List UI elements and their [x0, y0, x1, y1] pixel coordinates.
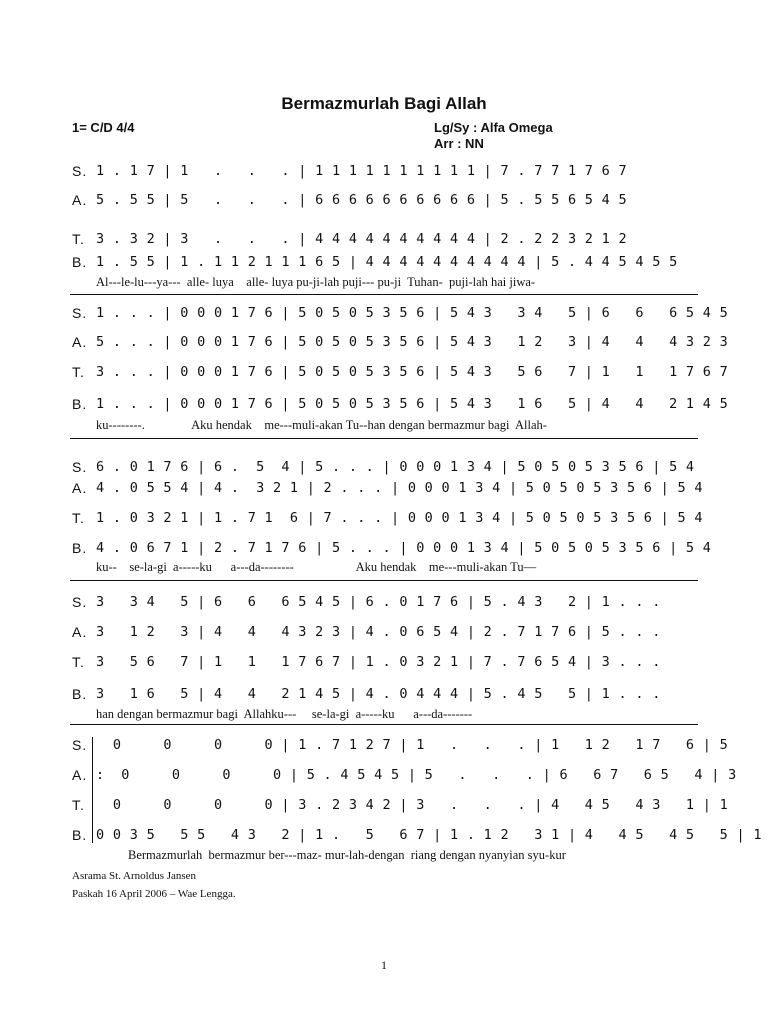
notes-bass: 0 0 3 5 5 5 4 3 2 | 1 . 5 6 7 | 1 . 1 2 3 1 | 4 4 5 4 5 5 | 1	[96, 827, 762, 843]
composer-credit: Lg/Sy : Alfa Omega	[434, 120, 553, 135]
notes-tenor: 3 . . . | 0 0 0 1 7 6 | 5 0 5 0 5 3 5 6 | 5 4 3 5 6 7 | 1 1 1 7 6 7	[96, 364, 729, 380]
notes-soprano: 0 0 0 0 | 1 . 7 1 2 7 | 1 . . . | 1 1 2 1 7 6 | 5	[96, 737, 729, 753]
voice-label-soprano: S.	[72, 459, 88, 475]
system-start-bracket	[92, 737, 93, 843]
page-number: 1	[381, 958, 387, 972]
notes-alto: 4 . 0 5 5 4 | 4 . 3 2 1 | 2 . . . | 0 0 0 1 3 4 | 5 0 5 0 5 3 5 6 | 5 4	[96, 480, 703, 496]
voice-label-alto: A.	[72, 480, 88, 496]
notes-soprano: 3 3 4 5 | 6 6 6 5 4 5 | 6 . 0 1 7 6 | 5 . 4 3 2 | 1 . . .	[96, 594, 661, 610]
notes-bass: 4 . 0 6 7 1 | 2 . 7 1 7 6 | 5 . . . | 0 0 0 1 3 4 | 5 0 5 0 5 3 5 6 | 5 4	[96, 540, 712, 556]
notes-tenor: 3 . 3 2 | 3 . . . | 4 4 4 4 4 4 4 4 4 4 | 2 . 2 2 3 2 1 2	[96, 231, 627, 247]
notes-bass: 1 . 5 5 | 1 . 1 1 2 1 1 1 6 5 | 4 4 4 4 4 4 4 4 4 4 | 5 . 4 4 5 4 5 5	[96, 254, 678, 270]
arranger-credit: Arr : NN	[434, 136, 484, 151]
notes-tenor: 3 5 6 7 | 1 1 1 7 6 7 | 1 . 0 3 2 1 | 7 . 7 6 5 4 | 3 . . .	[96, 654, 661, 670]
system-divider	[70, 438, 698, 439]
notes-bass: 1 . . . | 0 0 0 1 7 6 | 5 0 5 0 5 3 5 6 | 5 4 3 1 6 5 | 4 4 2 1 4 5	[96, 396, 729, 412]
system-divider	[70, 724, 698, 725]
lyrics-line: Bermazmurlah bermazmur ber---maz- mur-lah-dengan riang dengan nyanyian syu-kur	[128, 848, 566, 862]
system-divider	[70, 580, 698, 581]
notes-tenor: 0 0 0 0 | 3 . 2 3 4 2 | 3 . . . | 4 4 5 4 3 1 | 1	[96, 797, 729, 813]
lyrics-line: ku-- se-la-gi a-----ku a---da-------- Aku hendak me---muli-akan Tu—	[96, 560, 537, 574]
notes-alto: 3 1 2 3 | 4 4 4 3 2 3 | 4 . 0 6 5 4 | 2 . 7 1 7 6 | 5 . . .	[96, 624, 661, 640]
footer-date-place: Paskah 16 April 2006 – Wae Lengga.	[72, 888, 236, 900]
voice-label-alto: A.	[72, 192, 88, 208]
voice-label-tenor: T.	[72, 231, 85, 247]
voice-label-alto: A.	[72, 624, 88, 640]
voice-label-bass: B.	[72, 254, 88, 270]
notes-bass: 3 1 6 5 | 4 4 2 1 4 5 | 4 . 0 4 4 4 | 5 . 4 5 5 | 1 . . .	[96, 686, 661, 702]
lyrics-line: Al---le-lu---ya--- alle- luya alle- luya pu-ji-lah puji--- pu-ji Tuhan- puji-lah hai jiwa-	[96, 275, 536, 289]
notes-soprano: 6 . 0 1 7 6 | 6 . 5 4 | 5 . . . | 0 0 0 1 3 4 | 5 0 5 0 5 3 5 6 | 5 4	[96, 459, 695, 475]
voice-label-tenor: T.	[72, 797, 85, 813]
notes-soprano: 1 . . . | 0 0 0 1 7 6 | 5 0 5 0 5 3 5 6 | 5 4 3 3 4 5 | 6 6 6 5 4 5	[96, 305, 729, 321]
voice-label-soprano: S.	[72, 305, 88, 321]
song-title: Bermazmurlah Bagi Allah	[281, 94, 487, 113]
notes-alto: 5 . . . | 0 0 0 1 7 6 | 5 0 5 0 5 3 5 6 | 5 4 3 1 2 3 | 4 4 4 3 2 3	[96, 334, 729, 350]
voice-label-soprano: S.	[72, 737, 88, 753]
voice-label-alto: A.	[72, 334, 88, 350]
voice-label-bass: B.	[72, 540, 88, 556]
voice-label-bass: B.	[72, 827, 88, 843]
notes-alto: 5 . 5 5 | 5 . . . | 6 6 6 6 6 6 6 6 6 6 | 5 . 5 5 6 5 4 5	[96, 192, 627, 208]
lyrics-line: han dengan bermazmur bagi Allahku--- se-la-gi a-----ku a---da-------	[96, 707, 473, 721]
voice-label-alto: A.	[72, 767, 88, 783]
voice-label-bass: B.	[72, 396, 88, 412]
voice-label-tenor: T.	[72, 510, 85, 526]
voice-label-soprano: S.	[72, 594, 88, 610]
lyrics-line: ku--------. Aku hendak me---muli-akan Tu--han dengan bermazmur bagi Allah-	[96, 418, 547, 432]
voice-label-tenor: T.	[72, 364, 85, 380]
footer-location: Asrama St. Arnoldus Jansen	[72, 870, 197, 882]
notes-tenor: 1 . 0 3 2 1 | 1 . 7 1 6 | 7 . . . | 0 0 0 1 3 4 | 5 0 5 0 5 3 5 6 | 5 4	[96, 510, 703, 526]
voice-label-tenor: T.	[72, 654, 85, 670]
key-signature: 1= C/D 4/4	[72, 120, 135, 135]
system-divider	[70, 294, 698, 295]
notes-soprano: 1 . 1 7 | 1 . . . | 1 1 1 1 1 1 1 1 1 1 | 7 . 7 7 1 7 6 7	[96, 163, 627, 179]
voice-label-bass: B.	[72, 686, 88, 702]
notes-alto: : 0 0 0 0 | 5 . 4 5 4 5 | 5 . . . | 6 6 7 6 5 4 | 3	[96, 767, 737, 783]
voice-label-soprano: S.	[72, 163, 88, 179]
